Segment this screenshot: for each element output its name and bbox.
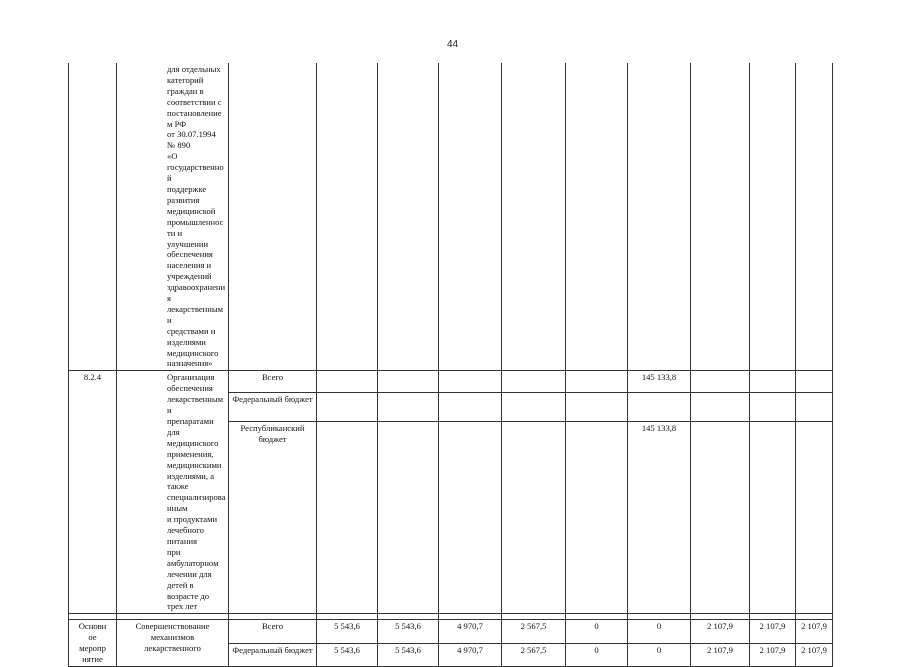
value-cell: 2 107,9 [691,620,750,644]
text-line: учреждений [167,271,212,282]
text-line: для отдельных [167,64,221,74]
text-line: лекарственными [167,394,224,416]
name-cell-824 [117,371,229,614]
page-number: 44 [446,39,459,50]
name-main-text [119,621,226,654]
text-line: медицинского [167,347,219,358]
text-line: медицинскими [167,459,222,470]
text-line: улучшении [167,238,209,249]
text-line: и продуктами [167,514,218,525]
text-line: изделиями [167,336,206,347]
value-cell: 2 567,5 [502,620,566,644]
text-line: от 30.07.1994 № 890 [167,129,216,151]
value-cell: 145 133,8 [628,371,691,392]
source-label: Федеральный бюджет [229,644,317,667]
text-line: назначения» [167,358,213,369]
text-line: поддержке развития [167,183,207,205]
text-line: специализированным [167,492,226,514]
value-cell: 2 107,9 [750,644,796,667]
text-line: ое [88,632,97,643]
name-cell-continuation [117,63,229,371]
text-line: обеспечения [167,383,213,394]
text-line: постановлением РФ [167,107,222,129]
code-cell-824: 8.2.4 [69,371,117,614]
value-cell: 4 970,7 [439,644,502,667]
text-line: возрасте до трех лет [167,590,210,612]
code-cell [69,63,117,371]
name-824-text [167,372,226,612]
source-label: Всего [229,371,317,392]
code-cell-main [69,620,117,667]
text-line: соответствии с [167,96,222,107]
text-line: категорий граждан в [167,74,204,96]
table-row-main-total [69,620,833,644]
value-cell: 0 [566,644,628,667]
code-main-text [71,621,114,665]
text-line: лечении для детей в [167,568,212,590]
text-line: лекарственными [167,303,224,325]
value-cell [628,392,691,421]
value-cell: 2 107,9 [750,620,796,644]
value-cell: 5 543,6 [317,620,378,644]
value-cell: 2 107,9 [796,644,833,667]
text-line: лекарственного [144,643,201,654]
text-line: Организация [167,372,215,383]
text-line: препаратами для [167,416,214,437]
text-line: механизмов [150,632,195,643]
text-line: «О государственной [167,151,224,184]
text-line: при амбулаторном [167,546,219,568]
text-line: Совершенствование [135,621,210,632]
text-line: медицинского [167,437,219,448]
text-line: иятие [82,654,103,665]
text-line: обеспечения [167,249,213,260]
value-cell: 145 133,8 [628,422,691,614]
value-cell: 5 543,6 [378,644,439,667]
value-cell: 2 107,9 [796,620,833,644]
text-line: здравоохранения [167,282,226,304]
table-row-824-total [69,371,833,392]
text-line: применения, [167,448,214,459]
value-cell: 2 567,5 [502,644,566,667]
text-line: меропр [79,643,106,654]
value-cell: 2 107,9 [691,644,750,667]
text-line: Основн [78,621,107,632]
value-cell: 0 [628,644,691,667]
value-cell: 0 [628,620,691,644]
text-line: медицинской [167,205,216,216]
value-cell: 4 970,7 [439,620,502,644]
text-line: лечебного питания [167,525,204,546]
budget-table [68,63,833,667]
value-cell: 0 [566,620,628,644]
source-label: Республиканский бюджет [229,422,317,614]
source-label: Федеральный бюджет [229,392,317,421]
text-line: населения и [167,260,212,271]
value-cell: 5 543,6 [378,620,439,644]
continuation-text [167,64,226,369]
value-cell: 5 543,6 [317,644,378,667]
text-line: промышленности и [167,216,224,238]
table-row-continuation [69,63,833,371]
text-line: средствами и [167,325,216,336]
text-line: изделиями, а также [167,470,215,492]
name-cell-main [117,620,229,667]
source-label: Всего [229,620,317,644]
